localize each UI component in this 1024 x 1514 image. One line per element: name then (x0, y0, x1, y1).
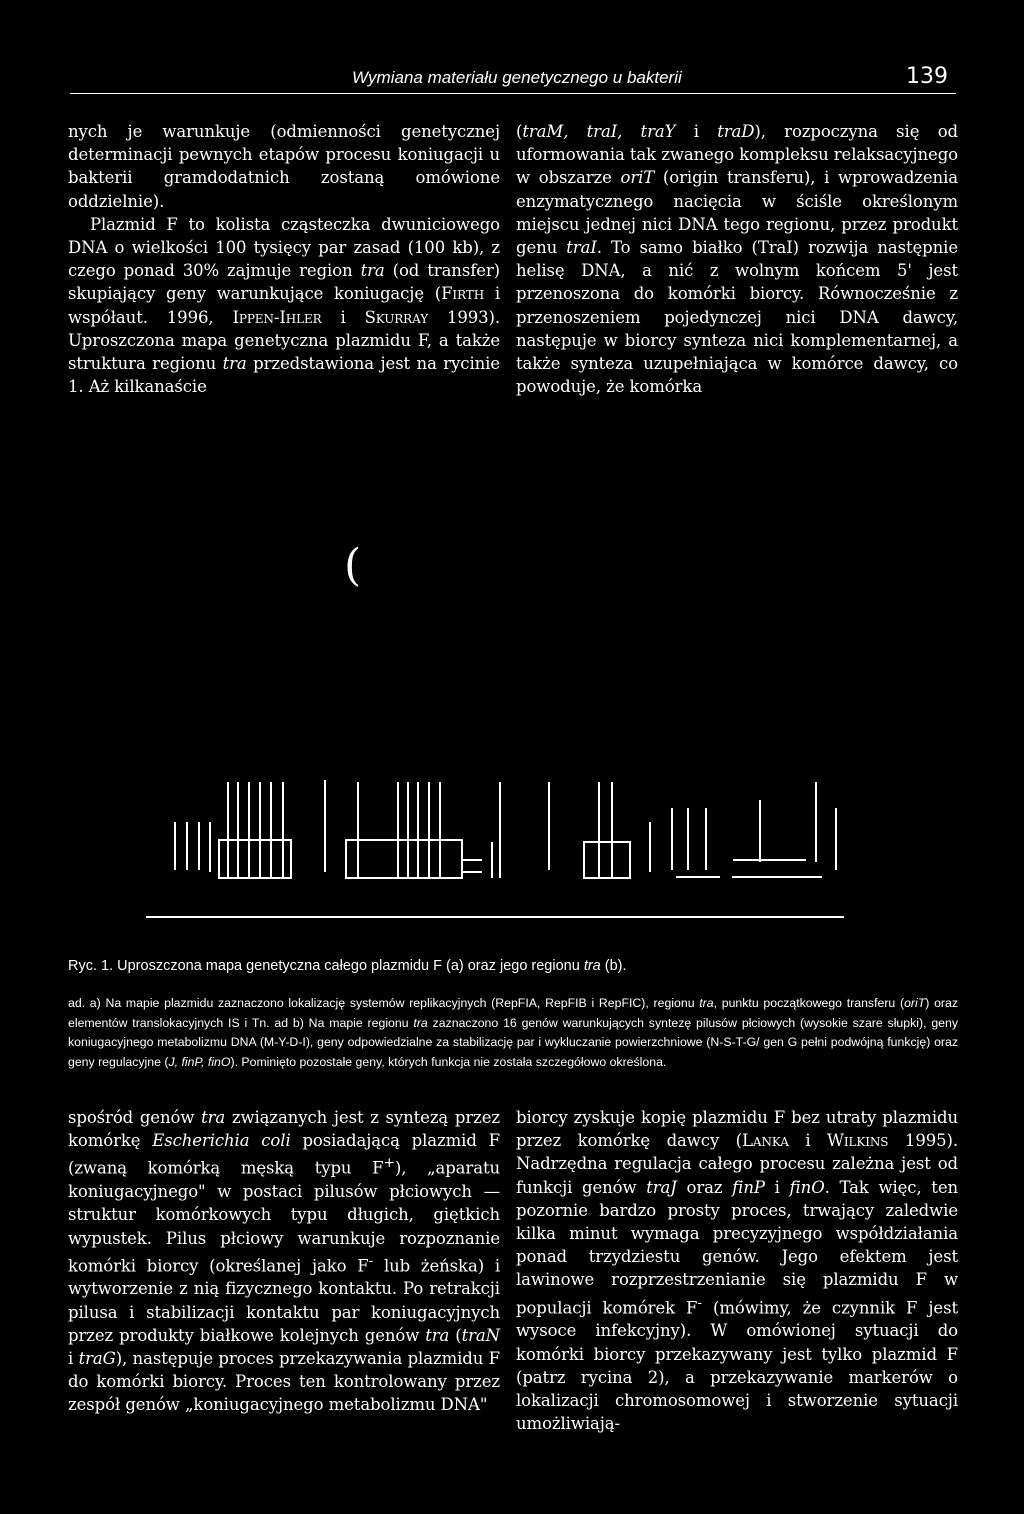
running-title: Wymiana materiału genetycznego u bakterii (352, 68, 682, 87)
author-name: Ippen-Ihler (232, 307, 322, 327)
text: ), następuje proces przekazywania plazmidu F do komórki biorcy. Proces ten kontrolowany przez zespół genów „koniugacyjnego metabolizmu DNA" (68, 1349, 500, 1415)
gene-name: traM, traI, traY (522, 122, 676, 141)
page-number: 139 (906, 64, 948, 89)
author-name: Lanka (742, 1131, 789, 1151)
text: posiadającą plazmid F (zwaną komórką męską typu F (68, 1131, 500, 1178)
tra-region-gene-map (175, 780, 836, 878)
text: i (68, 1349, 79, 1369)
paragraph (516, 1106, 958, 1435)
superscript: - (368, 1252, 374, 1269)
gene-name: traI (566, 238, 597, 258)
text: 1995). Nadrzędna regulacja całego procesu zależna jest od funkcji genów (516, 1131, 959, 1197)
text: ( (516, 122, 523, 141)
text: (origin transferu), i wprowadzenia enzymatycznego nacięcia w ściśle określonym miejscu jednej nici DNA tego regionu, przez produkt genu (516, 168, 958, 258)
gene-name: oriT (904, 996, 926, 1010)
legend-text: zaznaczono 16 genów warunkujących syntezę pilusów płciowych (wysokie szare słupki), geny koniugacyjnego metabolizmu DNA (M-Y-D-I), geny odpowiedzialne za stabilizację par i wykluczanie powierzchniowe (N-S-T-G/ gen G pełni podwójną funkcję) oraz geny regulacyjne ( (68, 1015, 958, 1069)
gene-box (219, 840, 291, 878)
figure-paren-glyph: ( (344, 540, 362, 591)
gene-name: tra (583, 958, 601, 974)
text: i (675, 122, 718, 141)
caption-text: Ryc. 1. Uproszczona mapa genetyczna całego plazmidu F (a) oraz jego regionu (68, 958, 584, 974)
text: oraz (676, 1177, 733, 1197)
text: (mówimy, że czynnik F jest wysoce infekcyjny). W omówionej sytuacji do komórki biorcy przekazywany jest tylko plazmid F (patrz rycina 2), a przekazywanie markerów o lokalizacji chromosomowej i stworzenie sytuacji umożliwiają- (516, 1298, 958, 1434)
paragraph (68, 1106, 500, 1417)
text: lub żeńska) i wytworzenie z nią fizycznego kontaktu. Po retrakcji pilusa i stabilizacji kontaktu par koniugacyjnych przez produkty białkowe kolejnych genów (68, 1256, 500, 1345)
text: i (764, 1177, 790, 1197)
gene-name: oriT (620, 168, 655, 188)
text: Plazmid F to kolista cząsteczka dwuniciowego DNA o wielkości 100 tysięcy par zasad (100 kb), z czego ponad 30% zajmuje region (68, 214, 500, 281)
text: przedstawiona jest na rycinie 1. Aż kilkanaście (68, 354, 500, 397)
text: i (321, 307, 365, 327)
gene-name: tra (201, 1108, 226, 1127)
superscript: + (383, 1155, 395, 1172)
author-name: Skurray (364, 307, 429, 327)
legend-text: ad. a) Na mapie plazmidu zaznaczono lokalizację systemów replikacyjnych (RepFIA, RepFIB i RepFIC), regionu (68, 996, 700, 1010)
gene-name: tra (425, 1325, 450, 1345)
legend-text: , punktu początkowego transferu ( (713, 996, 905, 1010)
legend-text: ) oraz elementów translokacyjnych IS i Tn. ad b) Na mapie regionu (68, 996, 958, 1030)
text: 1993). Uproszczona mapa genetyczna plazmidu F, a także struktura regionu (68, 307, 501, 374)
gene-name: tra (699, 996, 714, 1010)
gene-name: finP (732, 1177, 765, 1197)
text: (od transfer) skupiający geny warunkujące koniugację ( (68, 261, 500, 304)
text: spośród genów (68, 1108, 202, 1127)
text: i (788, 1131, 828, 1151)
legend-text: ). Pominięto pozostałe geny, których funkcja nie została szczegółowo określona. (230, 1054, 667, 1069)
text-column-bottom-left (68, 1106, 500, 1417)
text: . To samo białko (TraI) rozwija następnie helisę DNA, a nić z wolnym końcem 5' jest przenoszona do komórki biorcy. Równocześnie z przenoszeniem pojedynczej nici DNA dawcy, następuje w biorcy synteza nici komplementarnej, a także synteza uzupełniająca w komórce dawcy, co powoduje, że komórka (516, 238, 958, 397)
gene-name: tra (222, 354, 247, 374)
caption-text: (b). (600, 958, 627, 974)
text-column-bottom-right (516, 1106, 958, 1435)
text: ), rozpoczyna się od uformowania tak zwanego kompleksu relaksacyjnego w obszarze (516, 122, 958, 188)
text: związanych jest z syntezą przez komórkę (68, 1108, 500, 1151)
gene-name: traG (78, 1349, 116, 1369)
gene-name: finO (789, 1177, 825, 1197)
text: ( (449, 1325, 462, 1345)
text: . Tak więc, ten pozornie bardzo prosty proces, trwający zaledwie kilka minut wymaga precyzyjnego współdziałania ponad trzydziestu genów. Jego efektem jest lawinowe rozprzestrzenianie się plazmidu F w populacji komórek F (516, 1177, 959, 1318)
gene-name: tra (360, 261, 385, 281)
superscript: - (697, 1294, 702, 1311)
figure-caption (68, 958, 968, 974)
text: biorcy zyskuje kopię plazmidu F bez utraty plazmidu przez komórkę dawcy ( (516, 1108, 958, 1151)
gene-box (584, 842, 630, 878)
gene-name: traN (461, 1325, 500, 1345)
gene-box (346, 840, 462, 878)
author-name: Firth (441, 284, 485, 304)
gene-name: tra (413, 1015, 428, 1030)
figure-legend (68, 994, 958, 1072)
gene-name: traD (717, 122, 755, 141)
text: i współaut. 1996, (68, 284, 500, 327)
species-name: Escherichia coli (152, 1131, 291, 1151)
text: ), „aparatu koniugacyjnego" w postaci pilusów płciowych — struktur komórkowych typu długich, giętkich wypustek. Pilus płciowy warunkuje rozpoznanie komórki biorcy (określanej jako F (68, 1158, 501, 1276)
gene-name: traJ (646, 1177, 677, 1197)
author-name: Wilkins (827, 1131, 889, 1151)
gene-name: J, finP, finO (168, 1054, 231, 1069)
text: nych je warunkuje (odmienności genetycznej determinacji pewnych etapów procesu koniugacji u bakterii gramdodatnich zostaną omówione oddzielnie). (68, 122, 500, 211)
